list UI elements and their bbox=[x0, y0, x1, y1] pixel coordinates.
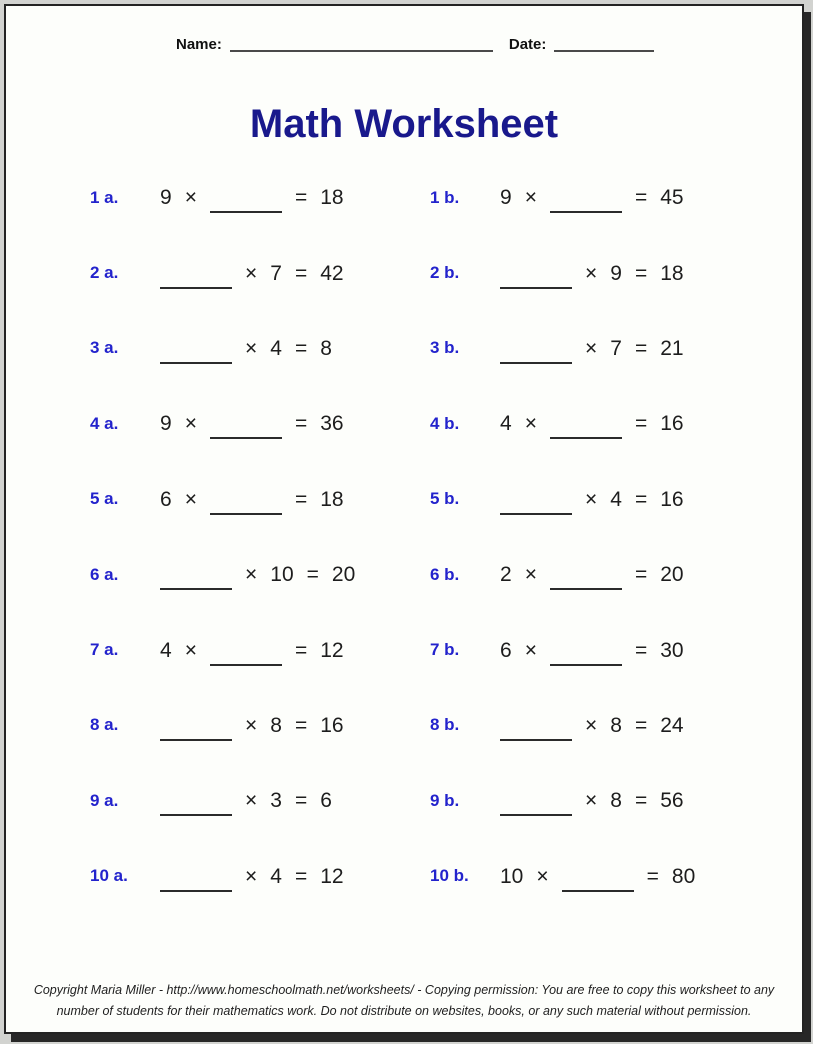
equals-sign: = bbox=[634, 261, 648, 285]
answer-blank[interactable] bbox=[550, 664, 622, 666]
multiply-sign: × bbox=[245, 563, 258, 587]
equation bbox=[160, 413, 344, 434]
answer-blank[interactable] bbox=[160, 739, 232, 741]
problems-grid bbox=[90, 160, 782, 914]
operand: 18 bbox=[320, 186, 344, 210]
operand: 3 bbox=[270, 789, 282, 813]
operand: 21 bbox=[660, 336, 684, 360]
answer-blank[interactable] bbox=[550, 588, 622, 590]
equals-sign: = bbox=[634, 789, 648, 813]
copyright-line-2: number of students for their mathematics work. Do not distribute on websites, books, or any such material without permission. bbox=[56, 1003, 752, 1018]
operand: 4 bbox=[610, 487, 622, 511]
equation bbox=[500, 866, 695, 887]
problem bbox=[90, 763, 430, 838]
problem bbox=[90, 688, 430, 763]
equation bbox=[160, 640, 344, 661]
operand: 4 bbox=[500, 412, 512, 436]
equals-sign: = bbox=[634, 713, 648, 737]
answer-blank[interactable] bbox=[500, 287, 572, 289]
operand: 20 bbox=[331, 563, 356, 587]
problem bbox=[90, 839, 430, 914]
answer-blank[interactable] bbox=[550, 211, 622, 213]
problem-label: 4 a. bbox=[90, 413, 119, 433]
answer-blank[interactable] bbox=[500, 513, 572, 515]
answer-blank[interactable] bbox=[160, 287, 232, 289]
problem bbox=[430, 763, 782, 838]
answer-blank[interactable] bbox=[500, 739, 572, 741]
equals-sign: = bbox=[634, 638, 648, 662]
operand: 16 bbox=[660, 487, 684, 511]
equation bbox=[500, 790, 684, 811]
operand: 80 bbox=[671, 864, 696, 888]
operand: 18 bbox=[660, 261, 684, 285]
equation bbox=[500, 263, 684, 284]
equals-sign: = bbox=[294, 336, 308, 360]
date-label: Date: bbox=[508, 36, 547, 53]
equation bbox=[160, 564, 355, 585]
equals-sign: = bbox=[634, 336, 648, 360]
answer-blank[interactable] bbox=[210, 211, 282, 213]
problem bbox=[430, 839, 782, 914]
operand: 9 bbox=[610, 261, 622, 285]
equation bbox=[500, 489, 684, 510]
answer-blank[interactable] bbox=[160, 814, 232, 816]
problem bbox=[90, 612, 430, 687]
problem bbox=[90, 160, 430, 235]
multiply-sign: × bbox=[245, 789, 258, 813]
equals-sign: = bbox=[294, 789, 308, 813]
operand: 9 bbox=[500, 186, 512, 210]
operand: 20 bbox=[660, 563, 684, 587]
operand: 42 bbox=[320, 261, 344, 285]
equals-sign: = bbox=[294, 638, 308, 662]
equals-sign: = bbox=[294, 261, 308, 285]
multiply-sign: × bbox=[184, 186, 197, 210]
problem-label: 5 a. bbox=[90, 489, 119, 509]
answer-blank[interactable] bbox=[160, 588, 232, 590]
name-input-line[interactable] bbox=[230, 45, 493, 52]
problem-label: 1 a. bbox=[90, 187, 119, 207]
operand: 18 bbox=[320, 487, 344, 511]
answer-blank[interactable] bbox=[160, 362, 232, 364]
problem-label: 2 b. bbox=[430, 263, 460, 283]
multiply-sign: × bbox=[585, 336, 598, 360]
multiply-sign: × bbox=[585, 487, 598, 511]
problem bbox=[430, 386, 782, 461]
multiply-sign: × bbox=[524, 412, 537, 436]
operand: 8 bbox=[610, 789, 622, 813]
operand: 8 bbox=[610, 713, 622, 737]
operand: 30 bbox=[660, 638, 684, 662]
problem-label: 7 b. bbox=[430, 640, 460, 660]
operand: 12 bbox=[320, 638, 344, 662]
problem-label: 10 b. bbox=[430, 866, 469, 886]
problem-label: 6 a. bbox=[90, 564, 119, 584]
operand: 6 bbox=[320, 789, 332, 813]
equation bbox=[160, 790, 332, 811]
operand: 7 bbox=[270, 261, 282, 285]
problem bbox=[90, 462, 430, 537]
equation bbox=[160, 187, 344, 208]
equals-sign: = bbox=[634, 186, 648, 210]
multiply-sign: × bbox=[245, 713, 258, 737]
multiply-sign: × bbox=[585, 261, 598, 285]
problem-label: 3 a. bbox=[90, 338, 119, 358]
copyright-line-1: Copyright Maria Miller - http://www.homeschoolmath.net/worksheets/ - Copying permission: You are free to copy this worksheet to any bbox=[33, 982, 775, 997]
problem bbox=[430, 311, 782, 386]
problem bbox=[430, 612, 782, 687]
equation bbox=[160, 263, 344, 284]
operand: 9 bbox=[160, 412, 172, 436]
equals-sign: = bbox=[646, 864, 659, 888]
answer-blank[interactable] bbox=[160, 890, 232, 892]
answer-blank[interactable] bbox=[210, 513, 282, 515]
page-title: Math Worksheet bbox=[249, 102, 559, 146]
problem-label: 2 a. bbox=[90, 263, 119, 283]
problem-label: 6 b. bbox=[430, 564, 460, 584]
operand: 16 bbox=[320, 713, 344, 737]
equals-sign: = bbox=[634, 487, 648, 511]
answer-blank[interactable] bbox=[210, 437, 282, 439]
problem bbox=[90, 235, 430, 310]
problem-label: 7 a. bbox=[90, 640, 119, 660]
problem-label: 9 a. bbox=[90, 790, 119, 810]
multiply-sign: × bbox=[245, 864, 258, 888]
equation bbox=[500, 564, 684, 585]
problem bbox=[90, 311, 430, 386]
answer-blank[interactable] bbox=[550, 437, 622, 439]
operand: 9 bbox=[160, 186, 172, 210]
equation bbox=[500, 338, 684, 359]
equation bbox=[160, 866, 344, 887]
multiply-sign: × bbox=[245, 336, 258, 360]
multiply-sign: × bbox=[524, 563, 537, 587]
operand: 16 bbox=[660, 412, 684, 436]
copyright-footer bbox=[6, 980, 802, 1023]
equation bbox=[160, 489, 344, 510]
name-label: Name: bbox=[176, 36, 222, 53]
operand: 36 bbox=[320, 412, 344, 436]
problem-label: 8 b. bbox=[430, 715, 460, 735]
answer-blank[interactable] bbox=[500, 814, 572, 816]
problem bbox=[430, 160, 782, 235]
problem-label: 9 b. bbox=[430, 790, 460, 810]
multiply-sign: × bbox=[524, 186, 537, 210]
multiply-sign: × bbox=[245, 261, 258, 285]
operand: 45 bbox=[660, 186, 684, 210]
multiply-sign: × bbox=[585, 789, 598, 813]
operand: 4 bbox=[270, 864, 282, 888]
equals-sign: = bbox=[294, 713, 308, 737]
equation bbox=[500, 640, 684, 661]
problem-label: 10 a. bbox=[90, 866, 128, 886]
problem-label: 1 b. bbox=[430, 187, 460, 207]
problem-label: 8 a. bbox=[90, 715, 119, 735]
multiply-sign: × bbox=[184, 412, 197, 436]
operand: 8 bbox=[270, 713, 282, 737]
operand: 6 bbox=[500, 638, 512, 662]
operand: 10 bbox=[500, 864, 524, 888]
answer-blank[interactable] bbox=[562, 890, 634, 892]
equation bbox=[500, 187, 684, 208]
operand: 6 bbox=[160, 487, 172, 511]
equation bbox=[160, 715, 344, 736]
equals-sign: = bbox=[294, 864, 308, 888]
operand: 56 bbox=[660, 789, 684, 813]
equals-sign: = bbox=[306, 563, 319, 587]
problem bbox=[90, 386, 430, 461]
problem bbox=[90, 537, 430, 612]
problem-label: 3 b. bbox=[430, 338, 460, 358]
equation bbox=[500, 715, 684, 736]
operand: 10 bbox=[270, 563, 294, 587]
problem bbox=[430, 537, 782, 612]
equals-sign: = bbox=[634, 412, 648, 436]
problem bbox=[430, 235, 782, 310]
problem-label: 4 b. bbox=[430, 413, 460, 433]
problem bbox=[430, 688, 782, 763]
operand: 4 bbox=[270, 336, 282, 360]
operand: 12 bbox=[320, 864, 344, 888]
operand: 7 bbox=[610, 336, 622, 360]
equation bbox=[160, 338, 332, 359]
answer-blank[interactable] bbox=[500, 362, 572, 364]
answer-blank[interactable] bbox=[210, 664, 282, 666]
equals-sign: = bbox=[294, 487, 308, 511]
multiply-sign: × bbox=[536, 864, 549, 888]
header bbox=[176, 36, 654, 53]
multiply-sign: × bbox=[184, 638, 197, 662]
operand: 2 bbox=[500, 563, 512, 587]
multiply-sign: × bbox=[524, 638, 537, 662]
equals-sign: = bbox=[294, 412, 308, 436]
worksheet-page bbox=[4, 4, 804, 1034]
equals-sign: = bbox=[634, 563, 648, 587]
operand: 8 bbox=[320, 336, 332, 360]
multiply-sign: × bbox=[585, 713, 598, 737]
equals-sign: = bbox=[294, 186, 308, 210]
problem-label: 5 b. bbox=[430, 489, 460, 509]
multiply-sign: × bbox=[184, 487, 197, 511]
operand: 4 bbox=[160, 638, 172, 662]
equation bbox=[500, 413, 684, 434]
date-input-line[interactable] bbox=[554, 45, 654, 52]
problem bbox=[430, 462, 782, 537]
operand: 24 bbox=[660, 713, 684, 737]
